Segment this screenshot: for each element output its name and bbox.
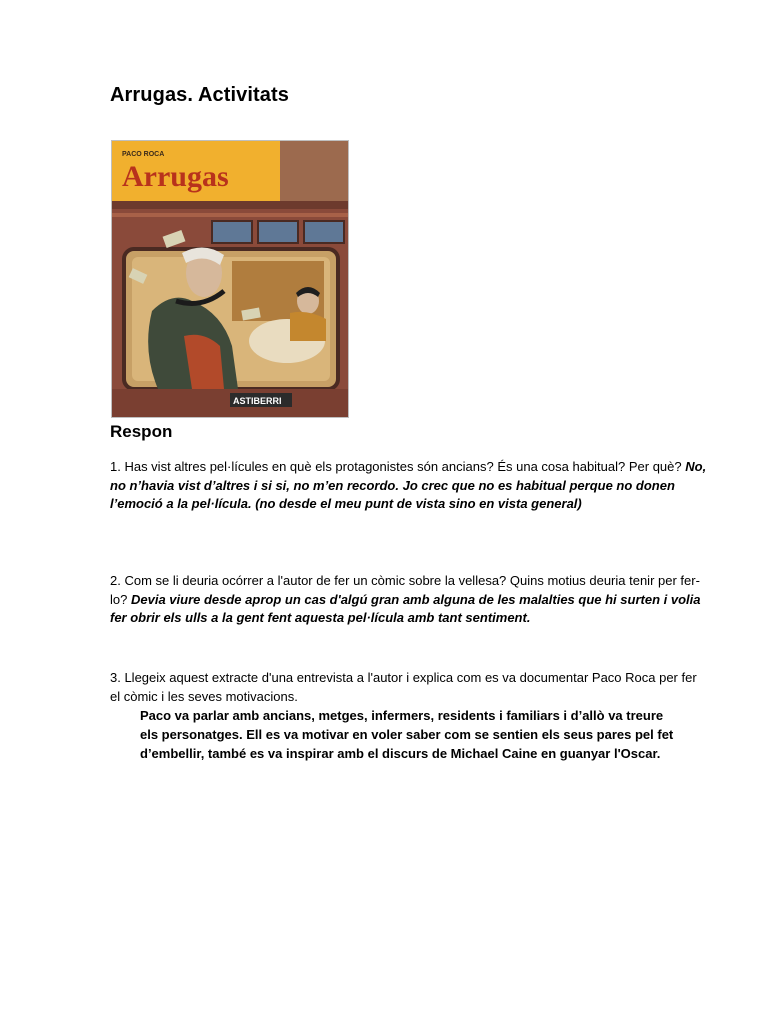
- cover-author: PACO ROCA: [122, 151, 165, 158]
- page-title: Arrugas. Activitats: [110, 84, 289, 106]
- question-1-text: 1. Has vist altres pel·lícules en què els protagonistes són ancians? És una cosa habitual? Per què?: [110, 459, 682, 474]
- question-3: [110, 669, 710, 706]
- question-2: [110, 572, 710, 628]
- book-cover-image: [111, 140, 349, 418]
- cover-publisher: ASTIBERRI: [233, 396, 282, 406]
- section-heading: Respon: [110, 422, 173, 441]
- question-1-answer: No, no n’havia vist d’altres i si si, no m’en recordo. Jo crec que no es habitual perque no donen l’emoció a la pel·lícula. (no desde el meu punt de vista sino en vista general): [110, 459, 707, 511]
- cover-title: Arrugas: [122, 160, 229, 193]
- question-2-text: 2. Com se li deuria ocórrer a l'autor de fer un còmic sobre la vellesa? Quins motius deuria tenir per fer-lo?: [110, 573, 700, 607]
- question-2-answer: Devia viure desde aprop un cas d'algú gran amb alguna de les malalties que hi surten i volia fer obrir els ulls a la gent fent aquesta pel·lícula amb tant sentiment.: [110, 591, 701, 625]
- question-1: [110, 458, 710, 514]
- question-3-text: 3. Llegeix aquest extracte d'una entrevista a l'autor i explica com es va documentar Paco Roca per fer el còmic i les seves motivacions.: [110, 670, 697, 704]
- question-3-answer: Paco va parlar amb ancians, metges, infermers, residents i familiars i d’allò va treure els personatges. Ell es va motivar en voler saber com se sentien els seus pares pel fet d’embellir, també es va inspirar amb el discurs de Michael Caine en guanyar l'Oscar.: [140, 708, 674, 761]
